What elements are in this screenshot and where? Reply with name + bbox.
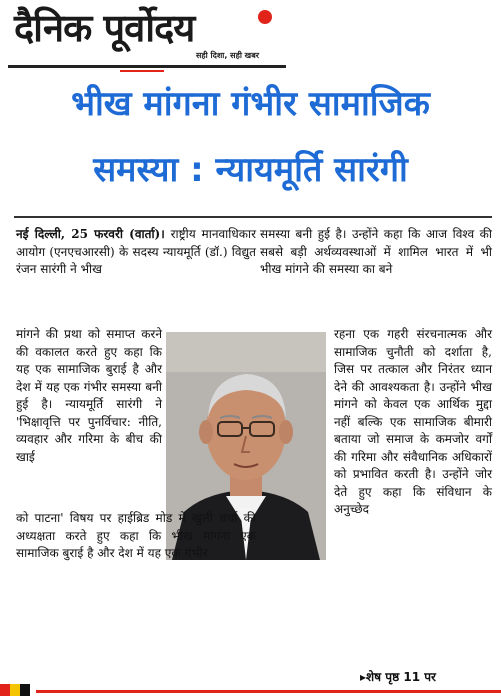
newspaper-logo: दैनिक पूर्वोदय (14, 6, 195, 50)
bottom-red-rule (36, 690, 501, 693)
tagline: सही दिशा, सही खबर (196, 51, 260, 60)
masthead-rule (8, 65, 286, 68)
article-text-left-top: राष्ट्रीय मानवाधिकार आयोग (एनएचआरसी) के सदस्य न्यायमूर्ति (डॉ.) विद्युत रंजन सारंगी ने भीख (16, 227, 256, 276)
color-strip-red (0, 684, 10, 696)
logo-dot-icon (258, 10, 272, 24)
article-text-right-mid: रहना एक गहरी संरचनात्मक और सामाजिक चुनौती को दर्शाता है, जिस पर तत्काल और निरंतर ध्यान देने की आवश्यकता है। उन्होंने भीख मांगने को केवल एक आर्थिक मुद्दा नहीं बल्कि एक सामाजिक बीमारी बताया जो समाज के कमजोर वर्गों की गरिमा और संवैधानिक अधिकारों को प्रभावित करती है। उन्होंने जोर देते हुए कहा कि संविधान के अनुच्छेद (334, 327, 492, 516)
masthead (0, 0, 501, 82)
color-strip-black (20, 684, 30, 696)
dateline: नई दिल्ली, 25 फरवरी (वार्ता)। (16, 227, 165, 241)
article-left-top (16, 226, 256, 279)
headline-line-1: भीख मांगना गंभीर सामाजिक (71, 84, 430, 124)
divider (14, 216, 492, 218)
article-text-left-mid: मांगने की प्रथा को समाप्त करने की वकालत करते हुए कहा कि यह एक सामाजिक बुराई है और देश में यह एक गंभीर समस्या बनी हुई है। न्यायमूर्ति सारंगी ने 'भिक्षावृत्ति पर पुनर्विचार: नीति, व्यवहार और गरिमा के बीच की खाई (16, 327, 162, 464)
article-text-right-top: समस्या बनी हुई है। उन्होंने कहा कि आज विश्व की सबसे बड़ी अर्थव्यवस्थाओं में शामिल भारत में भी भीख मांगने की समस्या का बने (260, 227, 492, 276)
color-strip-yellow (10, 684, 20, 696)
article-text-left-bottom: को पाटना' विषय पर हाईब्रिड मोड में खुली चर्चा की अध्यक्षता करते हुए कहा कि भीख मांगना एक सामाजिक बुराई है और देश में यह एक गंभीर (16, 511, 256, 560)
masthead-accent (120, 70, 164, 72)
headline-line-2: समस्या : न्यायमूर्ति सारंगी (93, 150, 408, 190)
continued-on-page[interactable]: ▸शेष पृष्ठ 11 पर (360, 670, 436, 684)
